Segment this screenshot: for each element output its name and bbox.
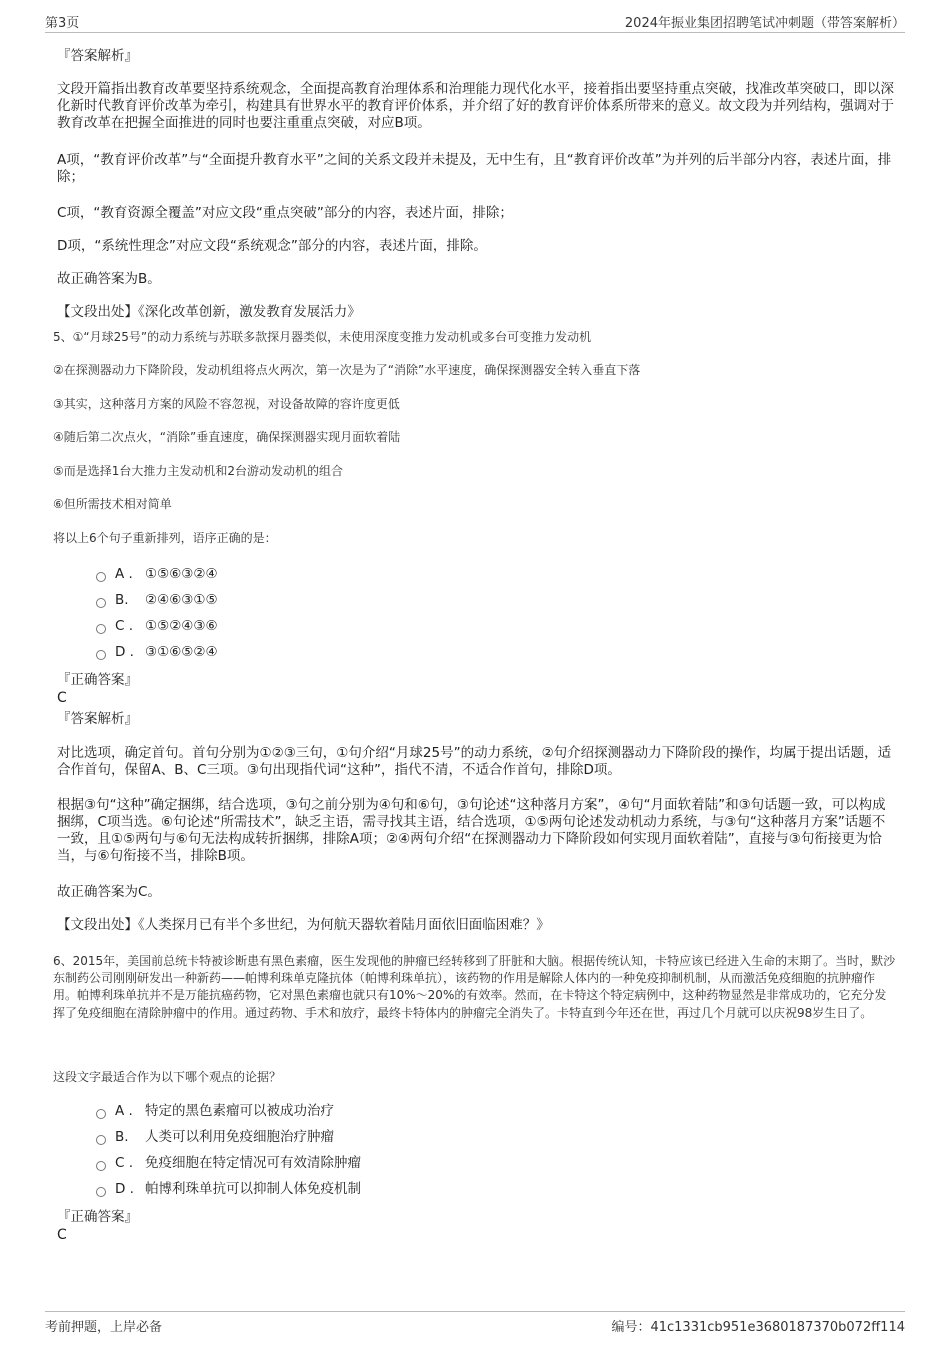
question-sentence: ②在探测器动力下降阶段，发动机组将点火两次，第一次是为了“消除”水平速度，确保探测器安全转入垂直下落 xyxy=(53,363,641,377)
radio-button-icon[interactable] xyxy=(96,650,106,660)
analysis-paragraph: C项，“教育资源全覆盖”对应文段“重点突破”部分的内容，表述片面，排除； xyxy=(57,205,513,221)
radio-button-icon[interactable] xyxy=(96,1161,106,1171)
analysis-paragraph: D项，“系统性理念”对应文段“系统观念”部分的内容，表述片面，排除。 xyxy=(57,238,487,254)
radio-button-icon[interactable] xyxy=(96,1109,106,1119)
option-d[interactable]: D . ③①⑥⑤②④ xyxy=(96,644,218,661)
radio-button-icon[interactable] xyxy=(96,598,106,608)
analysis-label: 『答案解析』 xyxy=(57,48,138,64)
correct-answer: C xyxy=(57,1227,67,1243)
option-c[interactable]: C . 免疫细胞在特定情况可有效清除肿瘤 xyxy=(96,1155,361,1172)
analysis-paragraph: 故正确答案为B。 xyxy=(57,271,161,287)
question-stem: 6、2015年，美国前总统卡特被诊断患有黑色素瘤，医生发现他的肿瘤已经转移到了肝脏和大脑。根据传统认知，卡特应该已经进入生命的末期了。当时，默沙东制药公司刚刚研发出一种新药——帕博利珠单克隆抗体（帕博利珠单抗），该药物的作用是解除人体内的一种免疫抑制机制，从而激活免疫细胞的抗肿瘤作用。帕博利珠单抗并不是万能抗癌药物，它对黑色素瘤也就只有10%～20%的有效率。然而，在卡特这个特定病例中，这种药物显然是非常成功的，它充分发挥了免疫细胞在清除肿瘤中的作用。通过药物、手术和放疗，最终卡特体内的肿瘤完全消失了。卡特直到今年还在世，再过几个月就可以庆祝98岁生日了。 xyxy=(53,954,896,1020)
question-prompt: 这段文字最适合作为以下哪个观点的论据？ xyxy=(53,1070,282,1084)
analysis-paragraph: A项，“教育评价改革”与“全面提升教育水平”之间的关系文段并未提及，无中生有，且“教育评价改革”为并列的后半部分内容，表述片面，排除； xyxy=(57,152,892,185)
analysis-paragraph: 对比选项，确定首句。首句分别为①②③三句，①句介绍“月球25号”的动力系统，②句介绍探测器动力下降阶段的操作，均属于提出话题，适合作首句，保留A、B、C三项。③句出现指代词“这种”，指代不清，不适合作首句，排除D项。 xyxy=(57,745,892,778)
radio-button-icon[interactable] xyxy=(96,572,106,582)
option-b[interactable]: B. 人类可以利用免疫细胞治疗肿瘤 xyxy=(96,1129,334,1146)
analysis-paragraph: 故正确答案为C。 xyxy=(57,884,161,900)
document-title: 2024年振业集团招聘笔试冲刺题（带答案解析） xyxy=(624,16,905,31)
option-d[interactable]: D . 帕博利珠单抗可以抑制人体免疫机制 xyxy=(96,1181,361,1198)
correct-answer: C xyxy=(57,690,67,706)
question-sentence: ④随后第二次点火，“消除”垂直速度，确保探测器实现月面软着陆 xyxy=(53,430,401,444)
question-sentence: ⑥但所需技术相对简单 xyxy=(53,497,172,511)
option-b[interactable]: B. ②④⑥③①⑤ xyxy=(96,592,218,609)
page-number: 第3页 xyxy=(45,16,80,31)
question-sentence: ③其实，这种落月方案的风险不容忽视，对设备故障的容许度更低 xyxy=(53,397,400,411)
document-id: 编号：41c1331cb951e3680187370b072ff114 xyxy=(611,1320,905,1335)
radio-button-icon[interactable] xyxy=(96,624,106,634)
correct-answer-label: 『正确答案』 xyxy=(57,1209,138,1225)
page-footer xyxy=(45,1311,905,1336)
page-header xyxy=(45,10,905,33)
analysis-paragraph: 文段开篇指出教育改革要坚持系统观念，全面提高教育治理体系和治理能力现代化水平，接着指出要坚持重点突破，找准改革突破口，即以深化新时代教育评价改革为牵引，构建具有世界水平的教育评价体系，并介绍了好的教育评价体系所带来的意义。故文段为并列结构，强调对于教育改革在把握全面推进的同时也要注重重点突破，对应B项。 xyxy=(57,81,894,131)
source-citation: 【文段出处】《深化改革创新，激发教育发展活力》 xyxy=(57,304,361,320)
source-citation: 【文段出处】《人类探月已有半个多世纪，为何航天器软着陆月面依旧面临困难？》 xyxy=(57,917,550,933)
question-sentence: ⑤而是选择1台大推力主发动机和2台游动发动机的组合 xyxy=(53,464,344,478)
analysis-paragraph: 根据③句“这种”确定捆绑，结合选项，③句之前分别为④句和⑥句，③句论述“这种落月方案”，④句“月面软着陆”和③句话题一致，可以构成捆绑，C项当选。⑥句论述“所需技术”，缺乏主语，需寻找其主语，结合选项，①⑤两句论述发动机动力系统，与③句“这种落月方案”话题不一致，且①⑤两句与⑥句无法构成转折捆绑，排除A项；②④两句介绍“在探测器动力下降阶段如何实现月面软着陆”，直接与③句衔接更为恰当，与⑥句衔接不当，排除B项。 xyxy=(57,797,886,864)
footer-slogan: 考前押题，上岸必备 xyxy=(45,1320,163,1335)
question-prompt: 将以上6个句子重新排列，语序正确的是： xyxy=(53,531,277,545)
option-a[interactable]: A . ①⑤⑥③②④ xyxy=(96,566,218,583)
option-c[interactable]: C . ①⑤②④③⑥ xyxy=(96,618,218,635)
question-stem: 5、①“月球25号”的动力系统与苏联多款探月器类似，未使用深度变推力发动机或多台可变推力发动机 xyxy=(53,330,592,344)
radio-button-icon[interactable] xyxy=(96,1187,106,1197)
radio-button-icon[interactable] xyxy=(96,1135,106,1145)
option-a[interactable]: A . 特定的黑色素瘤可以被成功治疗 xyxy=(96,1103,334,1120)
correct-answer-label: 『正确答案』 xyxy=(57,672,138,688)
analysis-label: 『答案解析』 xyxy=(57,711,138,727)
